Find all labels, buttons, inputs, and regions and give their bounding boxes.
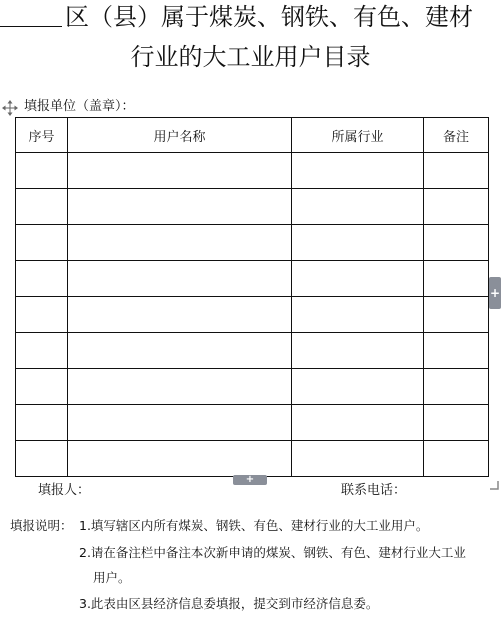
note-item-2-continued: 用户。 (93, 570, 131, 585)
table-row (16, 261, 489, 297)
table-cell[interactable] (68, 225, 292, 261)
note-item-1: 1.填写辖区内所有煤炭、钢铁、有色、建材行业的大工业用户。 (79, 518, 429, 533)
title-line-2: 行业的大工业用户目录 (130, 43, 371, 71)
table-cell[interactable] (424, 189, 489, 225)
table-cell[interactable] (424, 333, 489, 369)
notes-label: 填报说明： (10, 518, 73, 533)
contact-phone-label: 联系电话： (341, 483, 407, 498)
table-cell[interactable] (68, 297, 292, 333)
table-cell[interactable] (292, 441, 424, 477)
table-cell[interactable] (292, 405, 424, 441)
table-row (16, 405, 489, 441)
table-cell[interactable] (424, 261, 489, 297)
table-cell[interactable] (16, 261, 68, 297)
table-row (16, 153, 489, 189)
table-cell[interactable] (68, 405, 292, 441)
table-cell[interactable] (68, 333, 292, 369)
table-cell[interactable] (292, 297, 424, 333)
table-cell[interactable] (68, 189, 292, 225)
table-cell[interactable] (16, 333, 68, 369)
table-cell[interactable] (16, 153, 68, 189)
table-cell[interactable] (292, 333, 424, 369)
table-cell[interactable] (292, 153, 424, 189)
resize-corner-icon[interactable] (489, 475, 499, 485)
district-blank (0, 2, 62, 27)
table-cell[interactable] (16, 405, 68, 441)
table-row (16, 225, 489, 261)
insert-column-plus-icon[interactable]: + (489, 277, 501, 309)
table-row (16, 369, 489, 405)
reporter-label: 填报人： (38, 483, 91, 498)
insert-row-plus-icon[interactable]: + (233, 475, 267, 485)
table-cell[interactable] (424, 369, 489, 405)
table-cell[interactable] (16, 189, 68, 225)
table-cell[interactable] (16, 225, 68, 261)
table-cell[interactable] (292, 189, 424, 225)
note-item-3: 3.此表由区县经济信息委填报，提交到市经济信息委。 (79, 596, 379, 611)
header-user-name: 用户名称 (68, 118, 292, 153)
user-directory-table (15, 117, 489, 477)
table-row (16, 333, 489, 369)
table-cell[interactable] (424, 405, 489, 441)
title-line-1 (0, 2, 501, 32)
header-serial-number: 序号 (16, 118, 68, 153)
note-item-2: 2.请在备注栏中备注本次新申请的煤炭、钢铁、有色、建材行业大工业 (79, 545, 466, 560)
table-header-row (16, 118, 489, 153)
header-industry: 所属行业 (292, 118, 424, 153)
table-body (16, 153, 489, 477)
table-cell[interactable] (424, 441, 489, 477)
header-remarks: 备注 (424, 118, 489, 153)
table-cell[interactable] (16, 369, 68, 405)
table-cell[interactable] (68, 369, 292, 405)
reporting-unit-label: 填报单位（盖章）： (24, 99, 135, 114)
table-cell[interactable] (68, 441, 292, 477)
table-cell[interactable] (68, 261, 292, 297)
table-cell[interactable] (424, 153, 489, 189)
table-cell[interactable] (16, 297, 68, 333)
table-row (16, 441, 489, 477)
table-row (16, 189, 489, 225)
table-row (16, 297, 489, 333)
move-handle-icon[interactable] (2, 100, 18, 116)
title-text-1: 区（县）属于煤炭、钢铁、有色、建材 (65, 3, 473, 31)
table-cell[interactable] (16, 441, 68, 477)
table-cell[interactable] (424, 225, 489, 261)
table-cell[interactable] (292, 225, 424, 261)
table-cell[interactable] (292, 369, 424, 405)
table-cell[interactable] (424, 297, 489, 333)
table-cell[interactable] (68, 153, 292, 189)
table-cell[interactable] (292, 261, 424, 297)
